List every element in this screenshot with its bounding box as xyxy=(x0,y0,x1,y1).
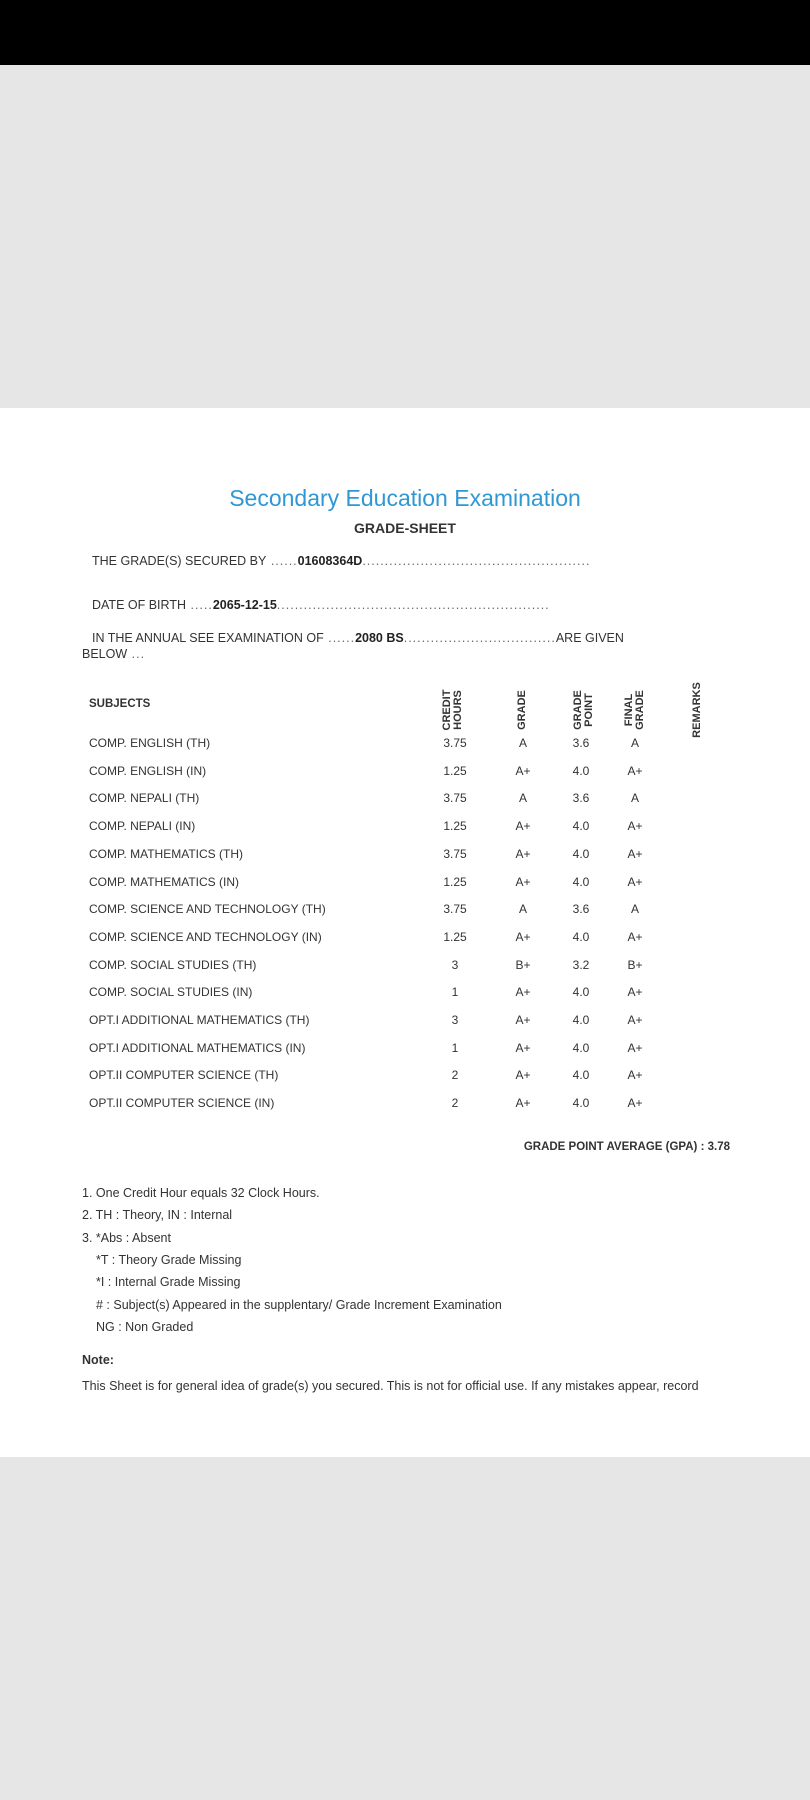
dob-label: DATE OF BIRTH xyxy=(92,598,186,612)
grade-cell: A+ xyxy=(515,1096,531,1111)
document-subtitle: GRADE-SHEET xyxy=(354,520,456,536)
grade-cell: A+ xyxy=(515,1013,531,1027)
grade-cell: B+ xyxy=(515,957,531,972)
grade-cell: A+ xyxy=(515,874,531,889)
grade-point-cell: 3.6 xyxy=(572,902,590,917)
subject-cell: OPT.II COMPUTER SCIENCE (TH) xyxy=(89,1068,279,1083)
legend-item: *I : Internal Grade Missing xyxy=(96,1275,241,1290)
grade-point-cell: 4.0 xyxy=(572,929,590,944)
credit-cell: 1.25 xyxy=(443,819,467,834)
secured-by-line: THE GRADE(S) SECURED BY ......01608364D................................................... xyxy=(92,554,591,568)
dob-line: DATE OF BIRTH .....2065-12-15............................................................. xyxy=(92,598,550,612)
subject-cell: OPT.I ADDITIONAL MATHEMATICS (TH) xyxy=(89,1013,310,1027)
exam-label: IN THE ANNUAL SEE EXAMINATION OF xyxy=(92,631,324,645)
table-row xyxy=(0,791,810,811)
status-bar xyxy=(0,0,810,65)
exam-line-tail: BELOW ... xyxy=(82,647,146,661)
grade-point-cell: 4.0 xyxy=(572,1068,590,1083)
final-grade-cell: A+ xyxy=(627,929,643,944)
credit-cell: 3 xyxy=(451,957,459,972)
subject-cell: COMP. SOCIAL STUDIES (IN) xyxy=(89,985,253,1000)
header-final-grade: FINAL GRADE xyxy=(623,690,646,730)
subject-cell: COMP. MATHEMATICS (TH) xyxy=(89,846,243,861)
grade-cell: A+ xyxy=(515,763,531,778)
legend-item: 1. One Credit Hour equals 32 Clock Hours. xyxy=(82,1186,320,1200)
legend-item: 2. TH : Theory, IN : Internal xyxy=(82,1208,233,1223)
subject-cell: COMP. NEPALI (IN) xyxy=(89,819,196,834)
subject-cell: OPT.II COMPUTER SCIENCE (IN) xyxy=(89,1096,275,1111)
credit-cell: 1.25 xyxy=(443,763,467,778)
table-row xyxy=(0,875,810,895)
final-grade-cell: A+ xyxy=(627,1096,643,1111)
grade-sheet-document xyxy=(0,408,810,1457)
exam-year: 2080 BS xyxy=(355,631,404,645)
note-label: Note: xyxy=(82,1353,114,1367)
gpa: GRADE POINT AVERAGE (GPA) : 3.78 xyxy=(523,1141,730,1153)
final-grade-cell: A xyxy=(630,902,640,917)
header-remarks: REMARKS xyxy=(691,682,703,738)
grade-cell: A+ xyxy=(515,846,531,861)
subject-cell: COMP. ENGLISH (TH) xyxy=(89,736,211,750)
grade-cell: A xyxy=(518,736,528,750)
final-grade-cell: A+ xyxy=(627,846,643,861)
symbol-number: 01608364D xyxy=(297,554,363,568)
credit-cell: 2 xyxy=(451,1068,459,1083)
credit-cell: 3.75 xyxy=(443,791,467,806)
table-row xyxy=(0,1041,810,1061)
header-grade-point: GRADE POINT xyxy=(572,690,595,730)
grade-point-cell: 4.0 xyxy=(572,874,590,889)
grade-cell: A+ xyxy=(515,819,531,834)
credit-cell: 1.25 xyxy=(443,929,467,944)
note-text: This Sheet is for general idea of grade(s) you secured. This is not for official use. If any mistakes appear, record xyxy=(82,1379,699,1393)
grade-cell: A xyxy=(518,902,528,917)
credit-cell: 1 xyxy=(451,1040,459,1055)
grade-cell: A xyxy=(518,791,528,806)
subject-cell: COMP. SCIENCE AND TECHNOLOGY (IN) xyxy=(89,929,322,944)
credit-cell: 1.25 xyxy=(443,874,467,889)
table-row xyxy=(0,819,810,839)
document-title: Secondary Education Examination xyxy=(229,485,581,511)
header-subjects: SUBJECTS xyxy=(89,698,151,710)
grade-cell: A+ xyxy=(515,929,531,944)
grade-point-cell: 4.0 xyxy=(572,1040,590,1055)
grade-cell: A+ xyxy=(515,985,531,1000)
grade-point-cell: 4.0 xyxy=(572,763,590,778)
table-row xyxy=(0,930,810,950)
subject-cell: COMP. MATHEMATICS (IN) xyxy=(89,874,239,889)
grade-point-cell: 4.0 xyxy=(572,985,590,1000)
legend-item: *T : Theory Grade Missing xyxy=(96,1252,242,1267)
table-row xyxy=(0,958,810,978)
credit-cell: 3.75 xyxy=(443,846,467,861)
grade-point-cell: 3.6 xyxy=(572,736,590,750)
exam-suffix: ARE GIVEN xyxy=(555,631,624,645)
final-grade-cell: A+ xyxy=(627,874,643,889)
grade-point-cell: 4.0 xyxy=(572,819,590,834)
table-row xyxy=(0,1013,810,1033)
table-row xyxy=(0,736,810,756)
grade-point-cell: 4.0 xyxy=(572,1013,590,1027)
grade-point-cell: 3.6 xyxy=(572,791,590,806)
credit-cell: 3 xyxy=(451,1013,459,1027)
final-grade-cell: A+ xyxy=(627,763,643,778)
subject-cell: COMP. ENGLISH (IN) xyxy=(89,763,207,778)
table-row xyxy=(0,985,810,1005)
legend-item: 3. *Abs : Absent xyxy=(82,1230,171,1245)
final-grade-cell: A+ xyxy=(627,1040,643,1055)
legend-item: # : Subject(s) Appeared in the supplentary/ Grade Increment Examination xyxy=(96,1297,502,1312)
exam-tail: BELOW xyxy=(82,647,128,661)
header-credit-hours: CREDIT HOURS xyxy=(441,689,464,731)
table-row xyxy=(0,1096,810,1116)
final-grade-cell: A+ xyxy=(627,985,643,1000)
credit-cell: 1 xyxy=(451,985,459,1000)
header-grade: GRADE xyxy=(516,690,528,730)
grade-point-cell: 3.2 xyxy=(572,957,590,972)
subject-cell: COMP. SCIENCE AND TECHNOLOGY (TH) xyxy=(89,902,326,917)
table-row xyxy=(0,902,810,922)
credit-cell: 3.75 xyxy=(443,902,467,917)
subject-cell: COMP. SOCIAL STUDIES (TH) xyxy=(89,957,257,972)
table-row xyxy=(0,847,810,867)
grade-cell: A+ xyxy=(515,1040,531,1055)
legend-item: NG : Non Graded xyxy=(96,1319,194,1334)
grade-cell: A+ xyxy=(515,1068,531,1083)
final-grade-cell: A xyxy=(630,791,640,806)
table-row xyxy=(0,1068,810,1088)
dob-value: 2065-12-15 xyxy=(212,598,277,612)
grade-point-cell: 4.0 xyxy=(572,1096,590,1111)
grade-point-cell: 4.0 xyxy=(572,846,590,861)
subject-cell: COMP. NEPALI (TH) xyxy=(89,791,200,806)
final-grade-cell: A+ xyxy=(627,1068,643,1083)
final-grade-cell: A+ xyxy=(627,819,643,834)
final-grade-cell: A xyxy=(630,736,640,750)
credit-cell: 2 xyxy=(451,1096,459,1111)
final-grade-cell: B+ xyxy=(627,957,643,972)
credit-cell: 3.75 xyxy=(443,736,467,750)
secured-by-label: THE GRADE(S) SECURED BY xyxy=(92,554,267,568)
exam-line: IN THE ANNUAL SEE EXAMINATION OF ......2080 BS..................................ARE GIVEN xyxy=(92,631,624,645)
subject-cell: OPT.I ADDITIONAL MATHEMATICS (IN) xyxy=(89,1040,306,1055)
final-grade-cell: A+ xyxy=(627,1013,643,1027)
table-row xyxy=(0,764,810,784)
